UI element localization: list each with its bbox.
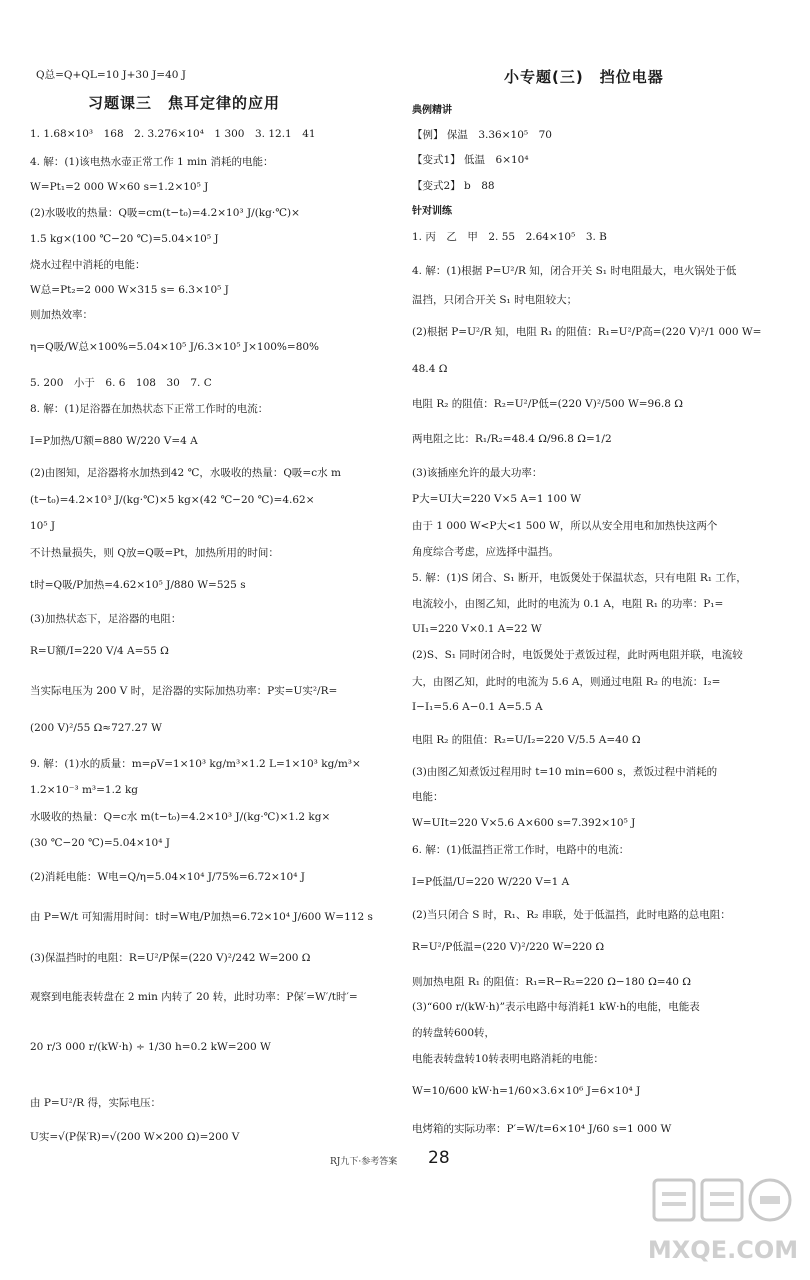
answer-line: 5. 200 小于 6. 6 108 30 7. C [30,377,212,389]
answer-line: W=Pt₁=2 000 W×60 s=1.2×10⁵ J [30,181,209,193]
answer-line: η=Q吸/W总×100%=5.04×10⁵ J/6.3×10⁵ J×100%=80% [30,341,320,353]
answer-line: (2)根据 P=U²/R 知，电阻 R₁ 的阻值：R₁=U²/P高=(220 V)²/1 000 W= [412,326,762,338]
section-title-left: 习题课三 焦耳定律的应用 [88,94,281,112]
answer-line: R=U额/I=220 V/4 A=55 Ω [30,645,169,657]
answer-line: 当实际电压为 200 V 时，足浴器的实际加热功率：P实=U实²/R= [30,685,338,697]
answer-line: 20 r/3 000 r/(kW·h) ÷ 1/30 h=0.2 kW=200 W [30,1041,271,1053]
answer-line: (2)消耗电能：W电=Q/η=5.04×10⁴ J/75%=6.72×10⁴ J [30,871,305,883]
answer-line: W总=Pt₂=2 000 W×315 s= 6.3×10⁵ J [30,284,229,296]
answer-line: 4. 解：(1)根据 P=U²/R 知，闭合开关 S₁ 时电阻最大，电火锅处于低 [412,265,737,277]
answer-line: W=10/600 kW·h=1/60×3.6×10⁶ J=6×10⁴ J [412,1085,641,1097]
answer-line: 电烤箱的实际功率：P′=W/t=6×10⁴ J/60 s=1 000 W [412,1123,672,1135]
answer-line: 烧水过程中消耗的电能： [30,259,146,271]
answer-line: 9. 解：(1)水的质量：m=ρV=1×10³ kg/m³×1.2 L=1×10³ kg/m³× [30,758,361,770]
answer-line: 电能表转盘转10转表明电路消耗的电能： [412,1053,604,1065]
answer-line: (3)由图乙知煮饭过程用时 t=10 min=600 s，煮饭过程中消耗的 [412,766,718,778]
label-practice: 针对训练 [412,206,452,217]
answer-line: 由 P=W/t 可知需用时间：t时=W电/P加热=6.72×10⁴ J/600 W=112 s [30,911,373,923]
page-number: 28 [428,1148,450,1168]
answer-line: W=UIt=220 V×5.6 A×600 s=7.392×10⁵ J [412,817,636,829]
section-title-right: 小专题(三) 挡位电器 [504,68,664,86]
answer-line: t时=Q吸/P加热=4.62×10⁵ J/880 W=525 s [30,579,246,591]
answer-line: I−I₁=5.6 A−0.1 A=5.5 A [412,701,543,713]
answer-line: 由于 1 000 W<P大<1 500 W，所以从安全用电和加热快这两个 [412,520,718,532]
answer-line: I=P加热/U额=880 W/220 V=4 A [30,435,198,447]
watermark-url: MXQE.COM [648,1236,798,1264]
answer-line: 两电阻之比：R₁/R₂=48.4 Ω/96.8 Ω=1/2 [412,433,612,445]
answer-line: 观察到电能表转盘在 2 min 内转了 20 转，此时功率：P保′=W′/t时′= [30,991,358,1003]
answer-line: 1.5 kg×(100 ℃−20 ℃)=5.04×10⁵ J [30,233,219,245]
answer-line: 大，由图乙知，此时的电流为 5.6 A，则通过电阻 R₂ 的电流：I₂= [412,676,721,688]
answer-line: I=P低温/U=220 W/220 V=1 A [412,876,570,888]
answer-line: 电流较小，由图乙知，此时的电流为 0.1 A，电阻 R₁ 的功率：P₁= [412,598,724,610]
answer-line: (2)S、S₁ 同时闭合时，电饭煲处于煮饭过程，此时两电阻并联，电流较 [412,649,743,661]
answer-line: 角度综合考虑，应选择中温挡。 [412,546,559,558]
answer-line: 1. 1.68×10³ 168 2. 3.276×10⁴ 1 300 3. 12.1 41 [30,128,316,140]
answer-line: (3)“600 r/(kW·h)”表示电路中每消耗1 kW·h的电能，电能表 [412,1001,700,1013]
answer-line: 电能： [412,791,444,803]
answer-line: 4. 解：(1)该电热水壶正常工作 1 min 消耗的电能： [30,156,274,168]
answer-line: 10⁵ J [30,520,56,532]
answer-line: 8. 解：(1)足浴器在加热状态下正常工作时的电流： [30,403,269,415]
answer-line: (2)当只闭合 S 时，R₁、R₂ 串联，处于低温挡，此时电路的总电阻： [412,909,731,921]
answer-line: 不计热量损失，则 Q放=Q吸=Pt，加热所用的时间： [30,547,279,559]
answer-line: 电阻 R₂ 的阻值：R₂=U/I₂=220 V/5.5 A=40 Ω [412,734,641,746]
answer-line: 则加热效率： [30,309,93,321]
label-typical: 典例精讲 [412,105,452,116]
answer-line: (30 ℃−20 ℃)=5.04×10⁴ J [30,837,170,849]
answer-line: 由 P=U²/R 得，实际电压： [30,1097,162,1109]
answer-line: (3)保温挡时的电阻：R=U²/P保=(220 V)²/242 W=200 Ω [30,952,311,964]
answer-line: (2)由图知，足浴器将水加热到42 ℃，水吸收的热量：Q吸=c水 m [30,467,341,479]
watermark-logo [648,1174,798,1270]
answer-line: 则加热电阻 R₁ 的阻值：R₁=R−R₂=220 Ω−180 Ω=40 Ω [412,976,691,988]
footer-book-label: RJ九下·参考答案 [330,1157,398,1167]
answer-line: 水吸收的热量：Q=c水 m(t−t₀)=4.2×10³ J/(kg·℃)×1.2 kg× [30,811,331,823]
top-formula: Q总=Q+QL=10 J+30 J=40 J [36,69,187,81]
answer-line: 的转盘转600转， [412,1027,496,1039]
answer-line: (t−t₀)=4.2×10³ J/(kg·℃)×5 kg×(42 ℃−20 ℃)=4.62× [30,494,315,506]
answer-line: 48.4 Ω [412,363,448,375]
answer-line: 1.2×10⁻³ m³=1.2 kg [30,784,139,796]
answer-line: (3)加热状态下，足浴器的电阻： [30,613,182,625]
answer-line: UI₁=220 V×0.1 A=22 W [412,623,542,635]
answer-line: P大=UI大=220 V×5 A=1 100 W [412,493,582,505]
answer-line: (2)水吸收的热量：Q吸=cm(t−t₀)=4.2×10³ J/(kg·℃)× [30,207,300,219]
answer-line: 【变式2】 b 88 [412,180,495,192]
answer-line: 温挡，只闭合开关 S₁ 时电阻较大； [412,294,578,306]
answer-line: 【变式1】 低温 6×10⁴ [412,154,529,166]
answer-line: 5. 解：(1)S 闭合、S₁ 断开，电饭煲处于保温状态，只有电阻 R₁ 工作， [412,572,747,584]
answer-line: 【例】 保温 3.36×10⁵ 70 [412,129,552,141]
answer-line: 电阻 R₂ 的阻值：R₂=U²/P低=(220 V)²/500 W=96.8 Ω [412,398,683,410]
answer-line: (3)该插座允许的最大功率： [412,467,543,479]
answer-line: R=U²/P低温=(220 V)²/220 W=220 Ω [412,941,605,953]
answer-line: U实=√(P保′R)=√(200 W×200 Ω)=200 V [30,1131,240,1143]
answer-line: 1. 丙 乙 甲 2. 55 2.64×10⁵ 3. B [412,231,607,243]
answer-line: (200 V)²/55 Ω≈727.27 W [30,722,162,734]
answer-line: 6. 解：(1)低温挡正常工作时，电路中的电流： [412,844,630,856]
